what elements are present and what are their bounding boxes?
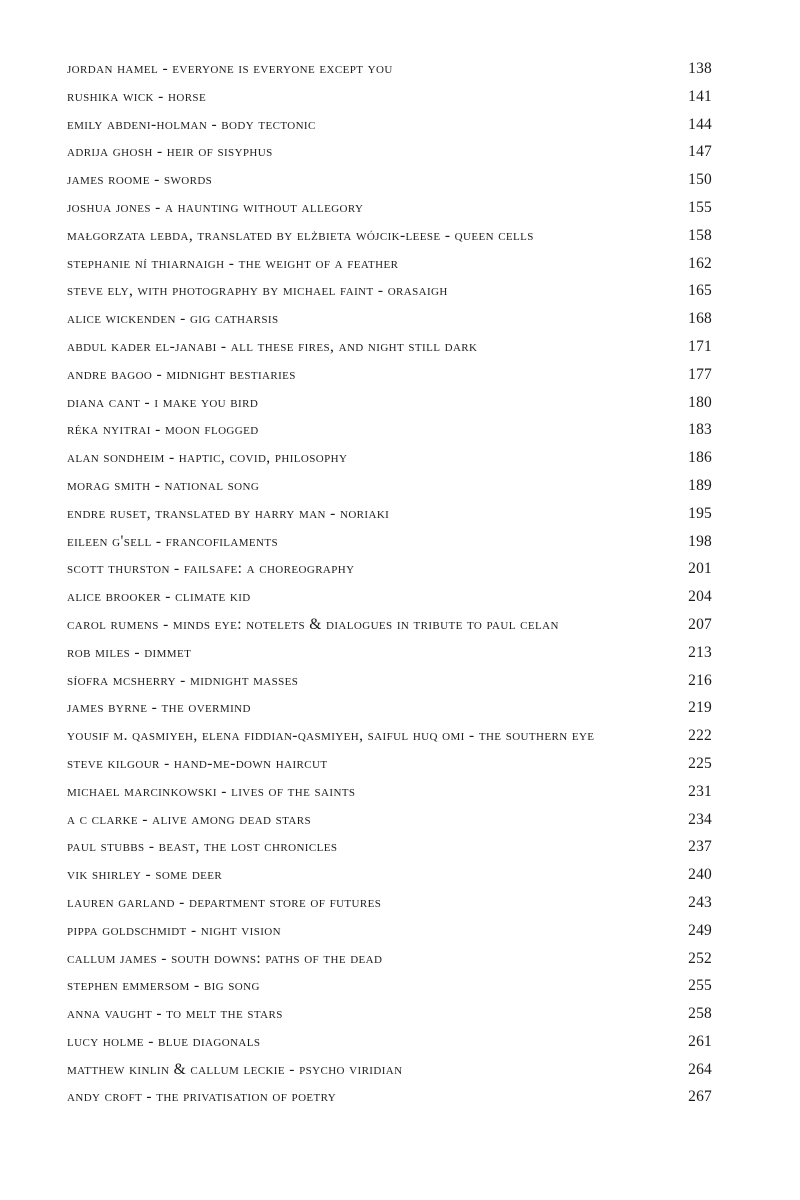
- toc-entry: [67, 727, 712, 755]
- entry-page-number: 267: [688, 1088, 712, 1106]
- entry-title: lucy holme - blue diagonals: [67, 1032, 261, 1050]
- table-of-contents: [67, 60, 712, 1116]
- entry-title: abdul kader el-janabi - all these fires, and night still dark: [67, 337, 478, 355]
- toc-entry: [67, 644, 712, 672]
- entry-page-number: 249: [688, 921, 712, 939]
- entry-title: vik shirley - some deer: [67, 866, 223, 884]
- toc-entry: [67, 755, 712, 783]
- entry-title: jordan hamel - everyone is everyone except you: [67, 60, 393, 77]
- entry-title: andy croft - the privatisation of poetry: [67, 1088, 337, 1106]
- toc-entry: [67, 533, 712, 561]
- entry-title: rushika wick - horse: [67, 87, 207, 105]
- toc-entry: [67, 1061, 712, 1089]
- toc-entry: [67, 866, 712, 894]
- entry-page-number: 147: [688, 143, 712, 161]
- entry-page-number: 258: [688, 1005, 712, 1023]
- entry-page-number: 138: [688, 60, 712, 77]
- toc-entry: [67, 616, 712, 644]
- toc-entry: [67, 672, 712, 700]
- entry-title: yousif m. qasmiyeh, elena fiddian-qasmiyeh, saiful huq omi - the southern eye: [67, 727, 595, 745]
- toc-entry: [67, 338, 712, 366]
- entry-title: alice brooker - climate kid: [67, 588, 251, 606]
- toc-entry: [67, 88, 712, 116]
- entry-title: scott thurston - failsafe: a choreography: [67, 560, 355, 578]
- entry-title: matthew kinlin & callum leckie - psycho viridian: [67, 1060, 403, 1078]
- entry-page-number: 186: [688, 449, 712, 467]
- entry-page-number: 171: [688, 337, 712, 355]
- entry-page-number: 150: [688, 171, 712, 189]
- entry-page-number: 141: [688, 87, 712, 105]
- entry-page-number: 222: [688, 727, 712, 745]
- entry-title: anna vaught - to melt the stars: [67, 1005, 283, 1023]
- toc-entry: [67, 60, 712, 88]
- toc-entry: [67, 699, 712, 727]
- entry-title: lauren garland - department store of futures: [67, 893, 382, 911]
- toc-entry: [67, 922, 712, 950]
- toc-entry: [67, 783, 712, 811]
- entry-title: rob miles - dimmet: [67, 643, 192, 661]
- toc-entry: [67, 560, 712, 588]
- toc-entry: [67, 310, 712, 338]
- entry-page-number: 234: [688, 810, 712, 828]
- entry-page-number: 255: [688, 977, 712, 995]
- toc-entry: [67, 171, 712, 199]
- entry-title: michael marcinkowski - lives of the saints: [67, 782, 356, 800]
- entry-title: eileen g'sell - francofilaments: [67, 532, 279, 550]
- entry-page-number: 204: [688, 588, 712, 606]
- entry-title: carol rumens - minds eye: notelets & dialogues in tribute to paul celan: [67, 615, 559, 633]
- toc-entry: [67, 894, 712, 922]
- entry-title: réka nyitrai - moon flogged: [67, 421, 259, 439]
- entry-title: diana cant - i make you bird: [67, 393, 259, 411]
- toc-entry: [67, 227, 712, 255]
- entry-title: james roome - swords: [67, 171, 213, 189]
- entry-title: pippa goldschmidt - night vision: [67, 921, 281, 939]
- entry-page-number: 231: [688, 782, 712, 800]
- entry-page-number: 243: [688, 893, 712, 911]
- entry-title: a c clarke - alive among dead stars: [67, 810, 312, 828]
- entry-title: małgorzata lebda, translated by elżbieta wójcik-leese - queen cells: [67, 226, 534, 244]
- entry-title: morag smith - national song: [67, 476, 260, 494]
- entry-title: paul stubbs - beast, the lost chronicles: [67, 838, 338, 856]
- entry-title: adrija ghosh - heir of sisyphus: [67, 143, 273, 161]
- entry-page-number: 144: [688, 115, 712, 133]
- entry-title: stephanie ní thiarnaigh - the weight of a feather: [67, 254, 399, 272]
- entry-page-number: 237: [688, 838, 712, 856]
- entry-title: emily abdeni-holman - body tectonic: [67, 115, 316, 133]
- entry-page-number: 168: [688, 310, 712, 328]
- entry-page-number: 207: [688, 615, 712, 633]
- toc-entry: [67, 199, 712, 227]
- entry-page-number: 180: [688, 393, 712, 411]
- entry-title: endre ruset, translated by harry man - noriaki: [67, 504, 390, 522]
- toc-entry: [67, 116, 712, 144]
- entry-title: alan sondheim - haptic, covid, philosophy: [67, 449, 348, 467]
- toc-entry: [67, 449, 712, 477]
- toc-entry: [67, 143, 712, 171]
- entry-page-number: 219: [688, 699, 712, 717]
- toc-entry: [67, 477, 712, 505]
- entry-page-number: 162: [688, 254, 712, 272]
- entry-page-number: 240: [688, 866, 712, 884]
- toc-entry: [67, 505, 712, 533]
- toc-entry: [67, 421, 712, 449]
- entry-page-number: 213: [688, 643, 712, 661]
- entry-page-number: 155: [688, 198, 712, 216]
- entry-title: alice wickenden - gig catharsis: [67, 310, 279, 328]
- entry-title: callum james - south downs: paths of the dead: [67, 949, 383, 967]
- entry-title: james byrne - the overmind: [67, 699, 251, 717]
- toc-entry: [67, 394, 712, 422]
- toc-entry: [67, 1005, 712, 1033]
- entry-page-number: 216: [688, 671, 712, 689]
- toc-entry: [67, 811, 712, 839]
- entry-title: joshua jones - a haunting without allegory: [67, 198, 364, 216]
- toc-entry: [67, 1033, 712, 1061]
- entry-page-number: 165: [688, 282, 712, 300]
- toc-entry: [67, 588, 712, 616]
- entry-page-number: 252: [688, 949, 712, 967]
- entry-page-number: 158: [688, 226, 712, 244]
- entry-page-number: 183: [688, 421, 712, 439]
- toc-entry: [67, 950, 712, 978]
- toc-entry: [67, 838, 712, 866]
- entry-title: andre bagoo - midnight bestiaries: [67, 365, 296, 383]
- entry-title: síofra mcsherry - midnight masses: [67, 671, 299, 689]
- entry-title: steve ely, with photography by michael faint - orasaigh: [67, 282, 448, 300]
- entry-page-number: 189: [688, 476, 712, 494]
- entry-page-number: 261: [688, 1032, 712, 1050]
- entry-title: steve kilgour - hand-me-down haircut: [67, 754, 328, 772]
- toc-entry: [67, 977, 712, 1005]
- entry-page-number: 264: [688, 1060, 712, 1078]
- entry-title: stephen emmersom - big song: [67, 977, 260, 995]
- toc-entry: [67, 366, 712, 394]
- entry-page-number: 198: [688, 532, 712, 550]
- toc-entry: [67, 1088, 712, 1116]
- entry-page-number: 225: [688, 754, 712, 772]
- entry-page-number: 195: [688, 504, 712, 522]
- entry-page-number: 177: [688, 365, 712, 383]
- toc-entry: [67, 255, 712, 283]
- entry-page-number: 201: [688, 560, 712, 578]
- toc-entry: [67, 282, 712, 310]
